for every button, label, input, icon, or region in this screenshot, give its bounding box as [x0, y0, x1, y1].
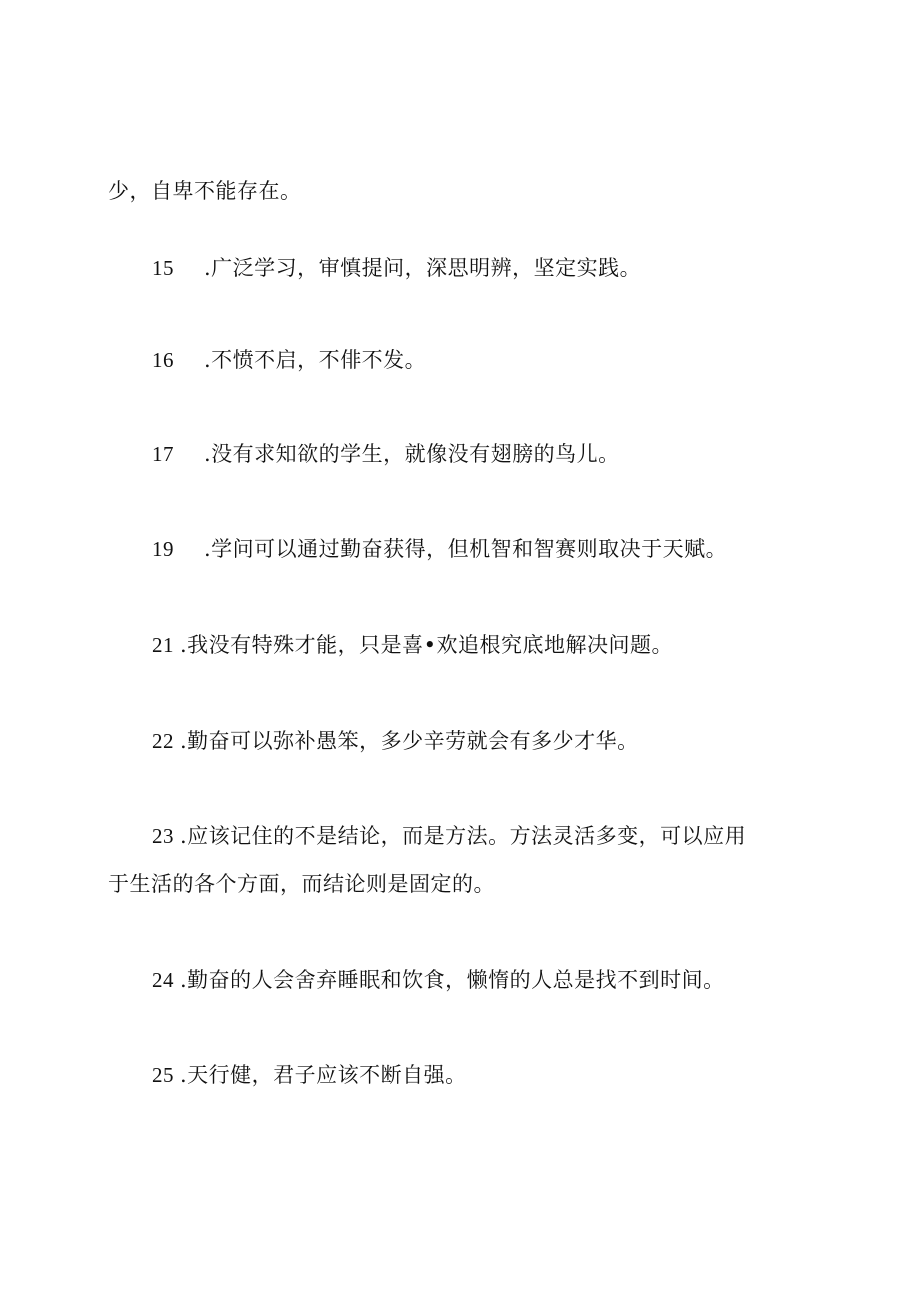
item-number: 19 — [152, 537, 174, 561]
item-number: 23 — [152, 824, 174, 848]
item-number: 21 — [152, 633, 174, 657]
list-item — [152, 253, 641, 283]
list-item — [152, 1060, 467, 1090]
list-item-continuation — [108, 869, 495, 899]
item-text: .天行健，君子应该不断自强。 — [180, 1063, 467, 1087]
list-item — [152, 630, 673, 660]
list-item — [152, 345, 426, 375]
item-text: .不愤不启，不俳不发。 — [204, 348, 427, 372]
item-number: 16 — [152, 348, 174, 372]
list-item — [152, 821, 746, 851]
item-text: .我没有特殊才能，只是喜•欢追根究底地解决问题。 — [180, 633, 674, 657]
item-text: .应该记住的不是结论，而是方法。方法灵活多变，可以应用 — [180, 824, 747, 848]
item-text-continuation: 于生活的各个方面，而结论则是固定的。 — [108, 872, 495, 896]
item-number: 17 — [152, 442, 174, 466]
paragraph-text: 少，自卑不能存在。 — [108, 179, 302, 203]
list-item — [152, 726, 639, 756]
item-number: 25 — [152, 1063, 174, 1087]
item-text: .没有求知欲的学生，就像没有翅膀的鸟儿。 — [204, 442, 620, 466]
item-text: .勤奋可以弥补愚笨，多少辛劳就会有多少才华。 — [180, 729, 639, 753]
list-item — [152, 965, 725, 995]
item-text: .广泛学习，审慎提问，深思明辨，坚定实践。 — [204, 256, 642, 280]
list-item — [152, 439, 620, 469]
item-text: .勤奋的人会舍弃睡眠和饮食，懒惰的人总是找不到时间。 — [180, 968, 725, 992]
item-number: 15 — [152, 256, 174, 280]
item-number: 24 — [152, 968, 174, 992]
item-number: 22 — [152, 729, 174, 753]
list-item — [152, 534, 727, 564]
item-text: .学问可以通过勤奋获得，但机智和智赛则取决于天赋。 — [204, 537, 728, 561]
paragraph-continuation — [108, 176, 302, 206]
